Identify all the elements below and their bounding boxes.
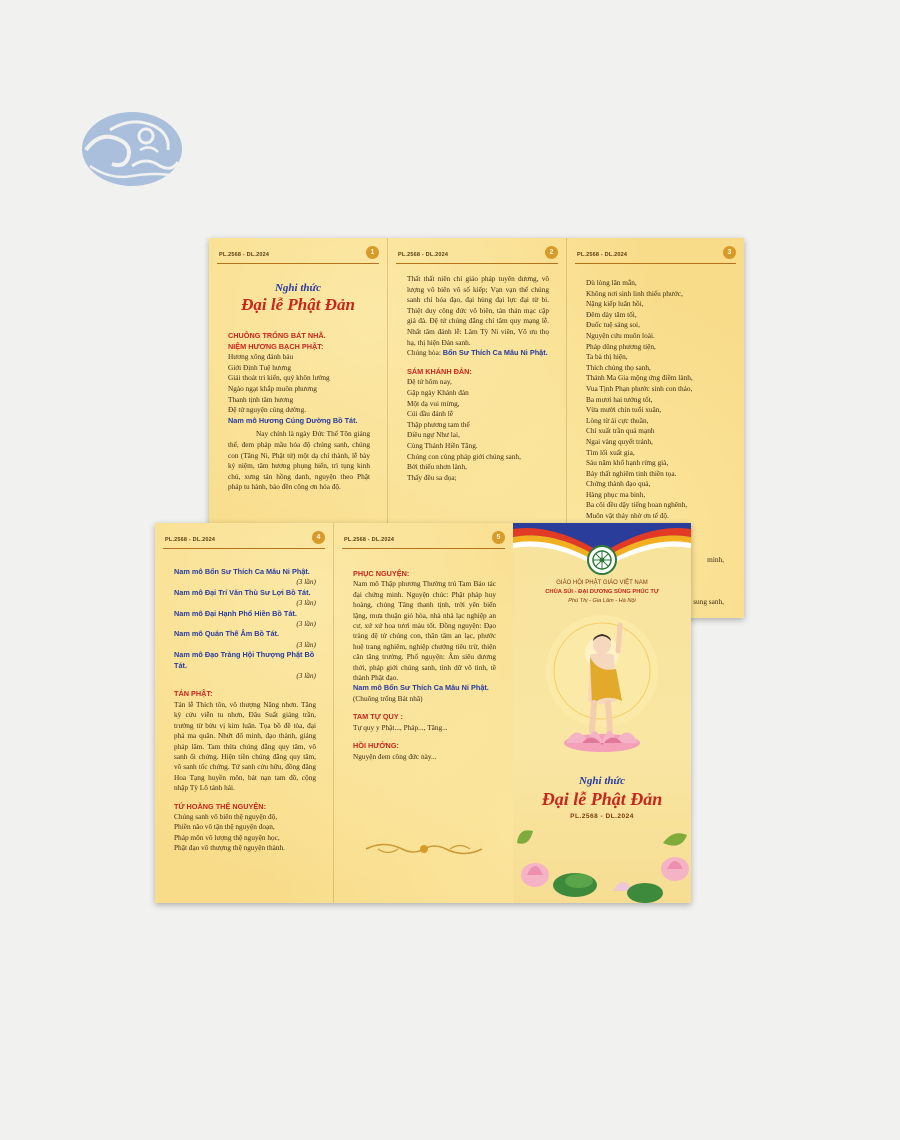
title-main: Đại lễ Phật Đản <box>241 295 355 314</box>
text-line: Pháp môn vô lượng thệ nguyện học, <box>174 832 280 842</box>
cover-panel <box>513 523 691 903</box>
text-line: Nặng kiếp luân hồi, <box>586 299 644 309</box>
note-line: (Chuông trống Bát nhã) <box>353 693 423 703</box>
invocation-line: Nam mô Đại Hạnh Phổ Hiền Bồ Tát. <box>174 608 297 618</box>
text-line: Tìm lối xuất gia, <box>586 447 635 457</box>
text-line: Ba mươi hai tướng tốt, <box>586 394 653 404</box>
text-line: Vừa mười chín tuổi xuân, <box>586 405 662 415</box>
text-line: Muôn vật thảy nhờ ơn tế độ. <box>586 511 669 521</box>
invocation-line: Nam mô Quán Thế Âm Bồ Tát. <box>174 629 280 639</box>
text-line: sung sanh, <box>693 597 724 606</box>
cover-title-main: Đại lễ Phật Đản <box>541 789 663 809</box>
page-number-badge: 5 <box>492 531 505 544</box>
cover-year: PL.2568 - DL.2024 <box>570 813 634 820</box>
repeat-note: (3 lần) <box>296 619 316 629</box>
section-heading: NIỆM HƯƠNG BẠCH PHẬT: <box>228 341 324 351</box>
text-line: Thanh tịnh tâm hương <box>228 394 294 404</box>
text-line: Phật đạo vô thượng thệ nguyện thành. <box>174 843 285 853</box>
page-number-badge: 4 <box>312 531 325 544</box>
panel-era-label: PL.2568 - DL.2024 <box>219 252 270 258</box>
baby-buddha-illustration-icon <box>542 611 662 771</box>
panel-era-label: PL.2568 - DL.2024 <box>398 252 449 258</box>
text-line: Nguyện cứu muôn loài. <box>586 330 655 340</box>
text-line: Thập phương tam thế <box>407 419 470 429</box>
text-line: Đệ tử hôm nay, <box>407 377 452 387</box>
section-heading: HỒI HƯỚNG: <box>353 741 399 751</box>
text-line: Tự quy y Phật..., Pháp..., Tăng... <box>353 722 448 732</box>
dharma-wheel-emblem-icon <box>587 545 617 575</box>
invocation-line: Bổn Sư Thích Ca Mâu Ni Phật. <box>442 348 548 358</box>
text-line: Điều ngự Như lai, <box>407 430 460 440</box>
text-line: Chí xuất trần quả mạnh <box>586 426 655 436</box>
organization-name: GIÁO HỘI PHẬT GIÁO VIỆT NAM <box>556 580 648 586</box>
page-number-badge: 2 <box>545 246 558 259</box>
text-line: Bởi thiếu nhơn lành, <box>407 462 468 472</box>
text-line: Thánh Ma Gia mộng ứng điềm lành, <box>586 373 693 383</box>
text-line: Giải thoát tri kiến, quý khôn lường <box>228 373 330 383</box>
text-line: Chúng con cùng pháp giới chúng sanh, <box>407 451 521 461</box>
text-line: Bảy thất nghiêm tinh thiền tọa. <box>586 468 677 478</box>
text-line: Pháp dũng phương tiện, <box>586 341 656 351</box>
text-line: Ta bà thị hiện, <box>586 352 628 362</box>
invocation-line: Nam mô Đại Trí Văn Thù Sư Lợi Bồ Tát. <box>174 587 311 597</box>
cover-title-small: Nghi thức <box>578 775 625 787</box>
text-line: Đệ tử nguyện cúng dường. <box>228 405 307 415</box>
section-heading: TAM TỰ QUY : <box>353 712 403 722</box>
section-heading: CHUÔNG TRỐNG BÁT NHÃ. <box>228 331 326 340</box>
ornament-divider-icon <box>364 838 484 860</box>
repeat-note: (3 lần) <box>296 639 316 649</box>
text-line: Nguyện đem công đức này... <box>353 751 437 761</box>
section-heading: TỨ HOẰNG THỆ NGUYỆN: <box>174 801 266 811</box>
section-heading: SÁM KHÁNH ĐẢN: <box>407 366 472 376</box>
text-line: Hàng phục ma binh, <box>586 489 646 499</box>
text-line: Chúng sanh vô biên thệ nguyện độ, <box>174 811 278 821</box>
paragraph: Nay chính là ngày Đức Thế Tôn giáng thế, đem pháp mầu hóa độ chúng sanh, chúng con (Tăng Ni, Phật tử) một dạ chí thành, lễ bày kỷ niệm, tâm hương phụng hiến, trì tụng kinh chú, xưng tán hồng danh, nguyện theo Phật pháp tu hành, bảo đền công ơn hóa độ. <box>228 429 370 492</box>
text-line: Cùng Thánh Hiền Tăng. <box>407 440 478 450</box>
repeat-note: (3 lần) <box>296 598 316 608</box>
text-line: Gặp ngày Khánh đản <box>407 387 469 397</box>
text-line: Vua Tịnh Phạn phước sinh con thảo, <box>586 383 693 393</box>
invocation-line: Nam mô Bổn Sư Thích Ca Mâu Ni Phật. <box>174 567 310 576</box>
invocation-line: Nam mô Hương Cúng Dường Bồ Tát. <box>228 415 358 425</box>
panel-era-label: PL.2568 - DL.2024 <box>165 537 216 543</box>
lotus-pond-decoration-icon <box>513 823 691 903</box>
text-line: Sáu năm khổ hạnh rừng già, <box>586 458 669 468</box>
text-line: Giới Định Tuệ hương <box>228 362 291 372</box>
text-line: Ba cõi đều dậy tiếng hoan nghênh, <box>586 500 688 510</box>
text-line: Chứng thành đạo quả, <box>586 479 651 489</box>
text-line: Đêm dày tăm tối, <box>586 309 637 319</box>
repeat-note: (3 lần) <box>296 577 316 587</box>
brochure-front-sheet <box>155 523 691 903</box>
text-line: mình, <box>707 555 724 564</box>
invocation-line: Nam mô Đạo Tràng Hội Thượng Phật Bồ Tát. <box>174 650 315 670</box>
panel-era-label: PL.2568 - DL.2024 <box>344 537 395 543</box>
text-line: Không nơi sinh linh thiếu phước, <box>586 288 683 298</box>
page-number-badge: 1 <box>366 246 379 259</box>
repeat-note: (3 lần) <box>296 671 316 681</box>
text-line: Phiền não vô tận thệ nguyện đoạn, <box>174 822 275 832</box>
invocation-line: Nam mô Bổn Sư Thích Ca Mâu Ni Phật. <box>353 683 489 693</box>
paragraph: Nam mô Thập phương Thường trú Tam Bảo tác đại chứng minh. Nguyện chúc: Phật pháp huy hoàng, chúng Tăng thanh tịnh, trời yên biển lặng, mưa thuận gió hòa, nhà nhà lạc nghiệp an cư, xứ xứ hoa tươi màu tốt. Đồng nguyện: Đạo tràng đệ tử chúng con, thân tâm an lạc, phước huệ trang nghiêm, nghiệp chướng tiêu trừ, thiện căn tăng trưởng. Phổ nguyện: Âm siêu dương thới, pháp giới chúng sanh, tình dữ vô tình, tề thành Phật đạo. <box>353 579 496 683</box>
section-heading: PHỤC NGUYỆN: <box>353 569 410 578</box>
text-line: Ngai vàng quyết tránh, <box>586 436 653 446</box>
panel-era-label: PL.2568 - DL.2024 <box>577 252 628 258</box>
panel-4 <box>155 523 333 903</box>
temple-address: Phú Thị - Gia Lâm - Hà Nội <box>568 598 636 604</box>
text-line: Thấy đều sa đọa; <box>407 472 457 482</box>
text-line: Hương xông đảnh báu <box>228 352 294 362</box>
text-line: Thích chủng thọ sanh, <box>586 362 651 372</box>
panel-5 <box>334 523 513 903</box>
text-line: Dù lòng lăn mẫn, <box>586 278 637 287</box>
title-small: Nghi thức <box>274 282 321 294</box>
text-line: Đuốc tuệ sáng soi, <box>586 320 640 330</box>
page-number-badge: 3 <box>723 246 736 259</box>
text-line: Lòng từ ái cực thuần, <box>586 415 649 425</box>
temple-name: CHÙA SỦI - ĐẠI DƯƠNG SÙNG PHÚC TỰ <box>545 589 659 595</box>
chorus-label: Chúng hòa: <box>407 348 441 358</box>
paragraph: Tán lễ Thích tôn, vô thượng Năng nhơn. Tăng kỳ cửu viễn tu nhơn, Đâu Suất giáng trần, trưởng từ bửu vị kim luân. Tọa bồ đề tòa, đại phá ma quân. Nhứt đổ minh, đạo thành, giảng pháp lâm. Tam thừa chúng đẳng quy tâm, vô sanh ổi chứng. Hiện tiền chúng đẳng quy tâm, vô sanh tốc chứng. Tứ sanh cửu hữu, đồng đăng Hoa Tạng huyền môn, bát nạn tam đồ, cộng nhập Tỳ Lô tánh hải. <box>174 699 316 793</box>
text-line: Một dạ vui mừng, <box>407 398 460 408</box>
wave-bird-logo-icon <box>80 110 184 188</box>
paragraph: Thất thất niên chí giáo pháp tuyên dương, vô lượng vô biên vô số kiếp; Vạn vạn thế chúng sanh chỉ hóa đạo, đại hùng đại lực đại từ bi. Thiệt duy công đức vô biên, tán thán mạc cập giả đà. Đệ tử chúng đẳng chí tâm quy mạng lễ. Nhất tâm đảnh lễ: Lâm Tỳ Ni viên, Vô ưu thọ hạ, thị hiện Đản sanh. <box>407 274 549 347</box>
text-line: Cúi đầu đảnh lễ <box>407 409 454 419</box>
section-heading: TÁN PHẬT: <box>174 689 213 699</box>
text-line: Ngào ngạt khắp muôn phương <box>228 383 317 393</box>
